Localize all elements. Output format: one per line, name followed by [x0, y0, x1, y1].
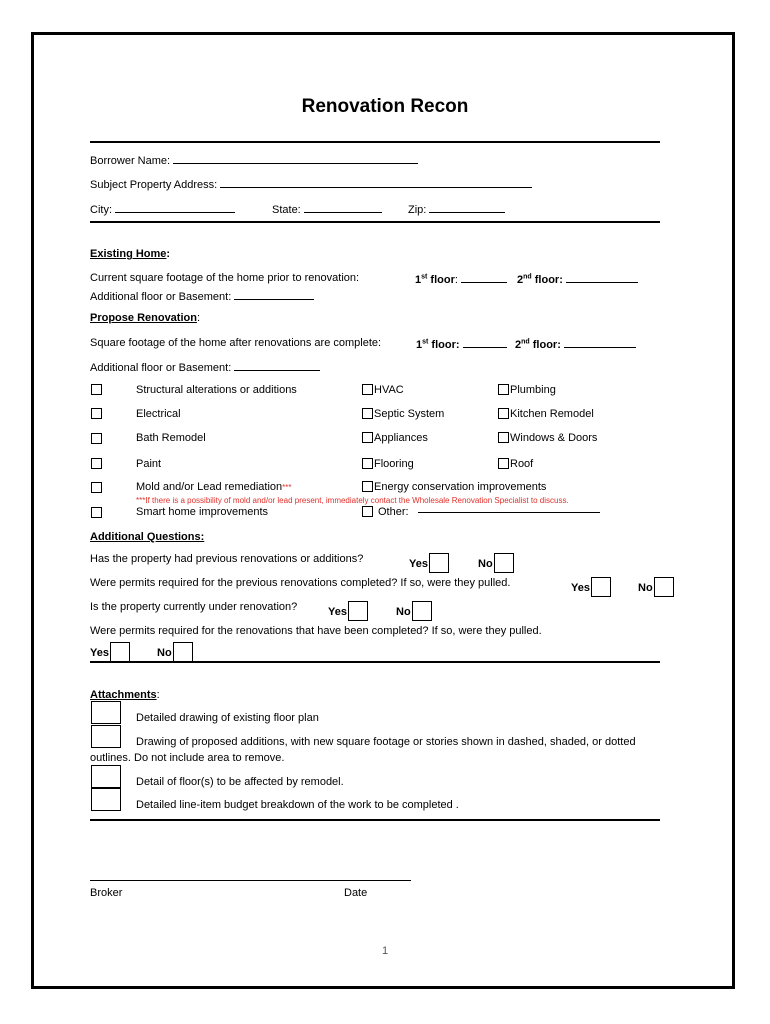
q1-yes[interactable]: Yes	[409, 553, 449, 573]
propose-renovation-heading: Propose Renovation:	[90, 312, 201, 324]
attachment-4-label: Detailed line-item budget breakdown of the work to be completed .	[136, 799, 459, 811]
roof-checkbox	[498, 458, 509, 469]
page-number: 1	[381, 945, 389, 957]
address-label: Subject Property Address:	[90, 179, 218, 191]
mold-label: Mold and/or Lead remediation***	[136, 481, 292, 493]
additional-questions-heading: Additional Questions:	[90, 531, 205, 543]
structural-label: Structural alterations or additions	[136, 384, 297, 396]
state-label: State:	[272, 204, 301, 216]
mold-marker: ***	[282, 483, 292, 492]
city-row	[90, 202, 235, 216]
question-2: Were permits required for the previous renovations completed? If so, were they pulled.	[90, 577, 511, 589]
bath-remodel-label: Bath Remodel	[136, 432, 206, 444]
attachment-2-label-line1: Drawing of proposed additions, with new square footage or stories shown in dashed, shaded, or dotted	[136, 736, 636, 748]
propose-second-floor: 2nd floor:	[515, 337, 636, 351]
q3-yes[interactable]: Yes	[328, 601, 368, 621]
other-checkbox	[362, 506, 373, 517]
q4-yes-box	[110, 642, 130, 662]
borrower-name-field[interactable]	[173, 153, 418, 164]
energy-option[interactable]: Energy conservation improvements	[362, 481, 546, 493]
zip-row	[408, 202, 505, 216]
structural-checkbox[interactable]	[91, 384, 102, 395]
existing-second-floor-field[interactable]	[566, 272, 638, 283]
attachment-3-box[interactable]	[91, 765, 121, 788]
attachment-3-label: Detail of floor(s) to be affected by remodel.	[136, 776, 344, 788]
septic-checkbox	[362, 408, 373, 419]
signature-line[interactable]	[90, 880, 411, 881]
mold-checkbox[interactable]	[91, 482, 102, 493]
smart-home-checkbox[interactable]	[91, 507, 102, 518]
q1-no[interactable]: No	[478, 553, 514, 573]
q4-no[interactable]: No	[157, 642, 193, 662]
hvac-option[interactable]: HVAC	[362, 384, 404, 396]
electrical-checkbox[interactable]	[91, 408, 102, 419]
existing-second-floor: 2nd floor:	[517, 272, 638, 286]
roof-option[interactable]: Roof	[498, 458, 533, 470]
attachment-1-label: Detailed drawing of existing floor plan	[136, 712, 319, 724]
q4-yes[interactable]: Yes	[90, 642, 130, 662]
existing-home-heading: Existing Home:	[90, 248, 171, 260]
existing-first-floor: 1st floor:	[415, 272, 507, 286]
question-4: Were permits required for the renovations that have been completed? If so, were they pulled.	[90, 625, 542, 637]
attachment-2-box[interactable]	[91, 725, 121, 748]
header-divider	[90, 221, 660, 223]
flooring-option[interactable]: Flooring	[362, 458, 414, 470]
hvac-checkbox	[362, 384, 373, 395]
state-field[interactable]	[304, 202, 382, 213]
plumbing-checkbox	[498, 384, 509, 395]
electrical-label: Electrical	[136, 408, 181, 420]
questions-divider	[90, 661, 660, 663]
bath-remodel-checkbox[interactable]	[91, 433, 102, 444]
mold-warning-note: ***If there is a possibility of mold and/or lead present, immediately contact the Wholesale Renovation Specialist to discuss.	[136, 496, 569, 505]
propose-additional-field[interactable]	[234, 360, 320, 371]
kitchen-option[interactable]: Kitchen Remodel	[498, 408, 594, 420]
smart-home-label: Smart home improvements	[136, 506, 269, 518]
q2-yes[interactable]: Yes	[571, 577, 611, 597]
q4-no-box	[173, 642, 193, 662]
attachment-2-label-line2: outlines. Do not include area to remove.	[90, 752, 285, 764]
appliances-option[interactable]: Appliances	[362, 432, 428, 444]
q1-yes-box	[429, 553, 449, 573]
city-field[interactable]	[115, 202, 235, 213]
question-1: Has the property had previous renovations or additions?	[90, 553, 364, 565]
propose-first-floor: 1st floor:	[416, 337, 507, 351]
windows-checkbox	[498, 432, 509, 443]
plumbing-option[interactable]: Plumbing	[498, 384, 556, 396]
flooring-checkbox	[362, 458, 373, 469]
propose-second-floor-field[interactable]	[564, 337, 636, 348]
paint-label: Paint	[136, 458, 162, 470]
propose-first-floor-field[interactable]	[463, 337, 507, 348]
q3-yes-box	[348, 601, 368, 621]
title-divider	[90, 141, 660, 143]
date-label: Date	[344, 887, 368, 899]
attachments-heading: Attachments:	[90, 689, 160, 701]
zip-field[interactable]	[429, 202, 505, 213]
existing-additional-row	[90, 289, 314, 303]
propose-additional-label: Additional floor or Basement:	[90, 362, 232, 374]
current-footage-label: Current square footage of the home prior to renovation:	[90, 272, 360, 284]
other-field[interactable]	[418, 512, 600, 513]
existing-additional-field[interactable]	[234, 289, 314, 300]
q3-no[interactable]: No	[396, 601, 432, 621]
page-title: Renovation Recon	[301, 96, 469, 117]
existing-first-floor-field[interactable]	[461, 272, 507, 283]
windows-option[interactable]: Windows & Doors	[498, 432, 597, 444]
state-row	[272, 202, 382, 216]
septic-option[interactable]: Septic System	[362, 408, 444, 420]
zip-label: Zip:	[408, 204, 427, 216]
q3-no-box	[412, 601, 432, 621]
address-row	[90, 177, 532, 191]
borrower-name-row	[90, 153, 418, 167]
other-option[interactable]: Other:	[362, 506, 409, 518]
energy-checkbox	[362, 481, 373, 492]
attachment-1-box[interactable]	[91, 701, 121, 724]
city-label: City:	[90, 204, 112, 216]
attachments-divider	[90, 819, 660, 821]
existing-additional-label: Additional floor or Basement:	[90, 291, 232, 303]
broker-label: Broker	[90, 887, 123, 899]
borrower-name-label: Borrower Name:	[90, 155, 171, 167]
appliances-checkbox	[362, 432, 373, 443]
q1-no-box	[494, 553, 514, 573]
after-footage-label: Square footage of the home after renovations are complete:	[90, 337, 382, 349]
paint-checkbox[interactable]	[91, 458, 102, 469]
attachment-4-box[interactable]	[91, 788, 121, 811]
kitchen-checkbox	[498, 408, 509, 419]
q2-no[interactable]: No	[638, 577, 674, 597]
q2-no-box	[654, 577, 674, 597]
question-3: Is the property currently under renovation?	[90, 601, 298, 613]
q2-yes-box	[591, 577, 611, 597]
propose-additional-row	[90, 360, 320, 374]
address-field[interactable]	[220, 177, 532, 188]
